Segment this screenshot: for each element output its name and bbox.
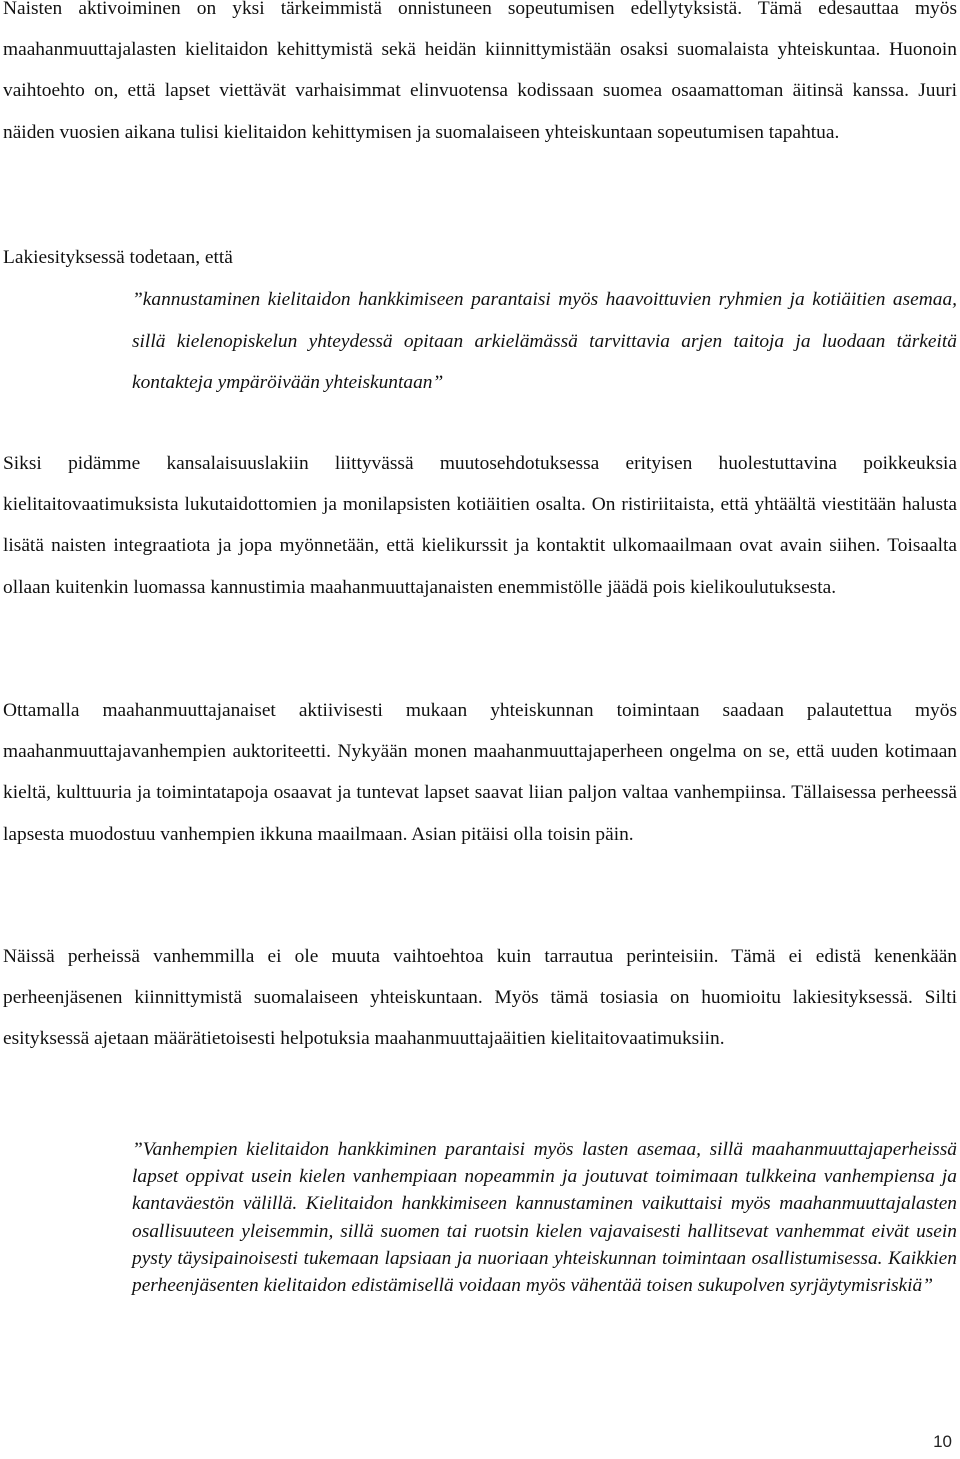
paragraph-womens-activation: Naisten aktivoiminen on yksi tärkeimmistä onnistuneen sopeutumisen edellytyksistä. Tämä edesauttaa myös maahanmuuttajalasten kielitaidon kehittymistä sekä heidän kiinnittymistään osaksi suomalaista yhteiskuntaa. Huonoin vaihtoehto on, että lapset viettävät varhaisimmat elinvuotensa kodissaan suomea osaamattoman äitinsä kanssa. Juuri näiden vuosien aikana tulisi kielitaidon kehittymisen ja suomalaiseen yhteiskuntaan sopeutumisen tapahtua. [3, 0, 957, 143]
blockquote-bill-excerpt-1: ”kannustaminen kielitaidon hankkimiseen parantaisi myös haavoittuvien ryhmien ja kotiäitien asemaa, sillä kielenopiskelun yhteydessä opitaan arkielämässä tarvittavia arjen taitoja ja luodaan tärkeitä kontakteja ympäröivään yhteiskuntaan” [132, 289, 957, 393]
paragraph-citizenship-law-concern: Siksi pidämme kansalaisuuslakiin liittyvässä muutosehdotuksessa erityisen huolestuttavina poikkeuksia kielitaitovaatimuksista lukutaidottomien ja monilapsisten kotiäitien osalta. On ristiriitaista, että yhtäältä viestitään halusta lisätä naisten integraatiota ja jopa myönnetään, että kielikurssit ja kontaktit ulkomaailmaan ovat avain siihen. Toisaalta ollaan kuitenkin luomassa kannustimia maahanmuuttajanaisten enemmistölle jäädä pois kielikoulutuksesta. [3, 453, 957, 598]
paragraph-families-tradition: Näissä perheissä vanhemmilla ei ole muuta vaihtoehtoa kuin tarrautua perinteisiin. Tämä ei edistä kenenkään perheenjäsenen kiinnittymistä suomalaiseen yhteiskuntaan. Myös tämä tosiasia on huomioitu lakiesityksessä. Silti esityksessä ajetaan määrätietoisesti helpotuksia maahanmuuttajaäitien kielitaitovaatimuksiin. [3, 946, 957, 1050]
blockquote-bill-excerpt-2: ”Vanhempien kielitaidon hankkiminen parantaisi myös lasten asemaa, sillä maahanmuuttajaperheissä lapset oppivat usein kielen vanhempiaan nopeammin ja joutuvat toimimaan tulkkeina vanhempiensa ja kantaväestön välillä. Kielitaidon hankkimiseen kannustaminen vaikuttaisi myös maahanmuuttajalasten osallisuuteen yleisemmin, sillä suomen tai ruotsin kielen vajavaisesti hallitsevat vanhemmat eivät usein pysty täysipainoisesti tukemaan lapsiaan ja nuoriaan yhteiskunnan toimintaan osallistumisessa. Kaikkien perheenjäsenten kielitaidon edistämisellä voidaan myös vähentää toisen sukupolven syrjäytymisriskiä” [132, 1139, 957, 1297]
page-number: 10 [933, 1432, 952, 1451]
paragraph-bill-states: Lakiesityksessä todetaan, että [3, 247, 233, 268]
paragraph-parental-authority: Ottamalla maahanmuuttajanaiset aktiivisesti mukaan yhteiskunnan toimintaan saadaan palautettua myös maahanmuuttajavanhempien auktoriteetti. Nykyään monen maahanmuuttajaperheen ongelma on se, että uuden kotimaan kieltä, kulttuuria ja toimintatapoja osaavat ja tuntevat lapset saavat liian paljon valtaa vanhempiinsa. Tällaisessa perheessä lapsesta muodostuu vanhempien ikkuna maailmaan. Asian pitäisi olla toisin päin. [3, 700, 957, 845]
